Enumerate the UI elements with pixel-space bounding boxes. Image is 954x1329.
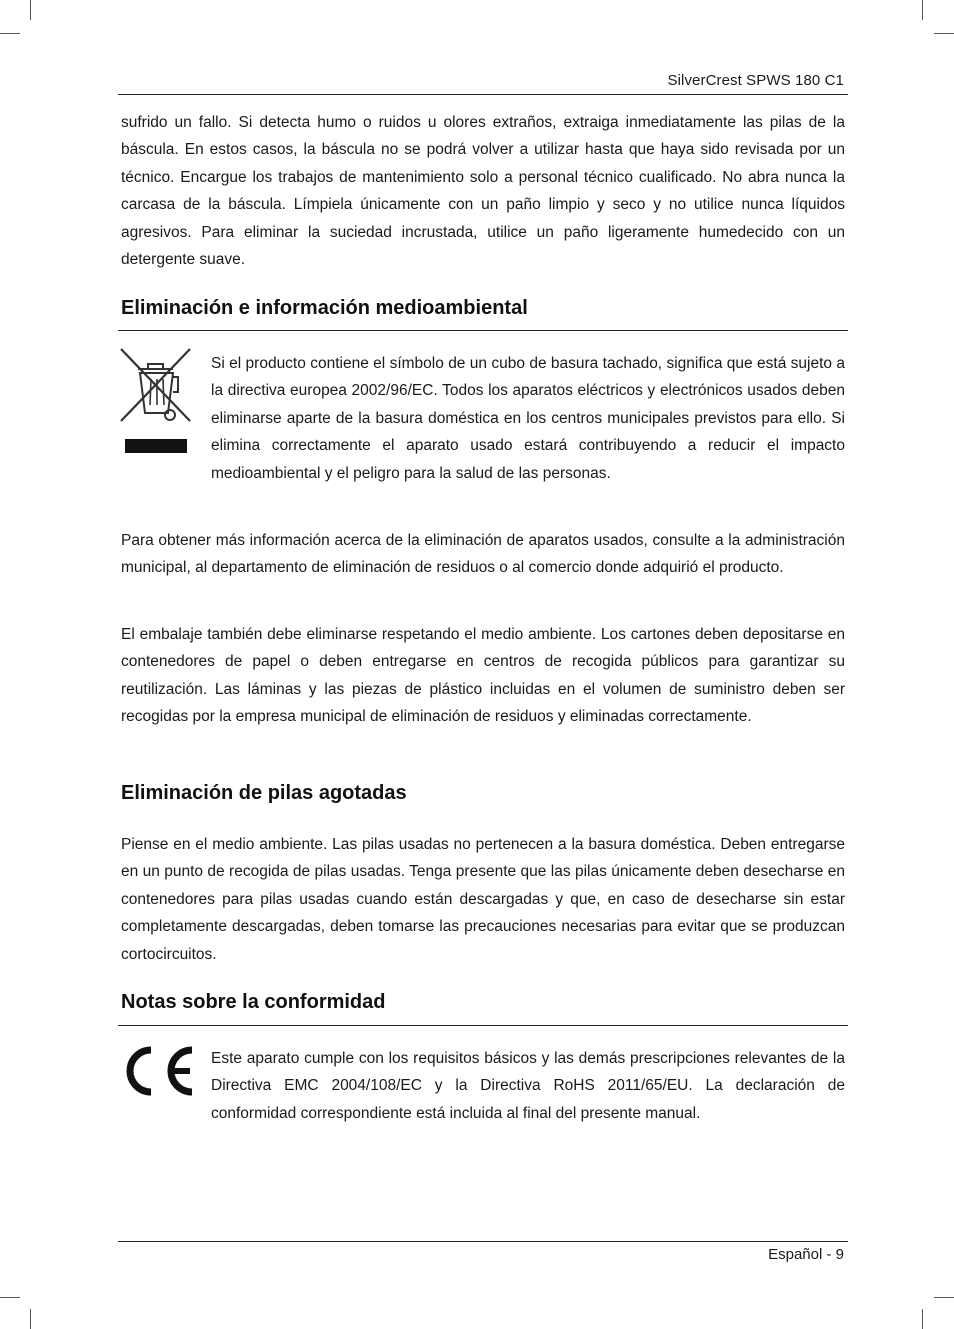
crop-mark [922,0,923,20]
section-rule [118,1025,848,1026]
crop-mark [30,0,31,20]
crossed-out-wheelie-bin-icon [118,347,193,457]
ce-mark-icon [118,1044,198,1098]
eliminacion-paragraph-1: Si el producto contiene el símbolo de un cubo de basura tachado, significa que está sujeto a la directiva europea 2002/96/EC. Todos los aparatos eléctricos y electrónicos usados deben eliminarse aparte de la basura doméstica en los centros municipales previstos para ello. Si elimina correctamente el aparato usado estará contribuyendo a reducir el impacto medioambiental y el peligro para la salud de las personas. [211,355,845,482]
conformidad-paragraph-1: Este aparato cumple con los requisitos básicos y las demás prescripciones relevantes de la Directiva EMC 2004/108/EC y la Directiva RoHS 2011/65/EU. La declaración de conformidad correspondiente está incluida al final del presente manual. [211,1050,845,1122]
section-heading-conformidad: Notas sobre la conformidad [121,991,386,1013]
crop-mark [0,1297,20,1298]
eliminacion-paragraph-3: El embalaje también debe eliminarse respetando el medio ambiente. Los cartones deben depositarse en contenedores de papel o deben entregarse en centros de recogida públicos para garantizar su reutilización. Las láminas y las piezas de plástico incluidas en el volumen de suministro deben ser recogidas por la empresa municipal de eliminación de residuos y eliminadas correctamente. [121,626,845,726]
footer-rule [118,1241,848,1242]
section-heading-eliminacion: Eliminación e información medioambiental [121,297,528,319]
intro-paragraph: sufrido un fallo. Si detecta humo o ruidos u olores extraños, extraiga inmediatamente las pilas de la báscula. En estos casos, la báscula no se podrá volver a utilizar hasta que haya sido revisada por un técnico. Encargue los trabajos de mantenimiento solo a personal técnico cualificado. No abra nunca la carcasa de la báscula. Límpiela únicamente con un paño limpio y seco y no utilice nunca líquidos agresivos. Para eliminar la suciedad incrustada, utilice un paño ligeramente humedecido con un detergente suave. [121,114,845,269]
crop-mark [934,1297,954,1298]
crop-mark [0,33,20,34]
pilas-paragraph-1: Piense en el medio ambiente. Las pilas usadas no pertenecen a la basura doméstica. Deben entregarse en un punto de recogida de pilas usadas. Tenga presente que las pilas únicamente deben desecharse en contenedores para pilas usadas cuando están descargadas y que, en caso de desecharse sin estar completamente descargadas, deben tomarse las precauciones necesarias para evitar que se produzcan cortocircuitos. [121,836,845,963]
page-number: Español - 9 [768,1246,844,1263]
eliminacion-paragraph-2: Para obtener más información acerca de la eliminación de aparatos usados, consulte a la administración municipal, al departamento de eliminación de residuos o al comercio donde adquirió el producto. [121,532,845,577]
crop-mark [934,33,954,34]
page-header-title: SilverCrest SPWS 180 C1 [667,72,844,89]
section-rule [118,330,848,331]
crop-mark [922,1309,923,1329]
header-rule [118,94,848,95]
section-heading-pilas: Eliminación de pilas agotadas [121,782,407,804]
crop-mark [30,1309,31,1329]
